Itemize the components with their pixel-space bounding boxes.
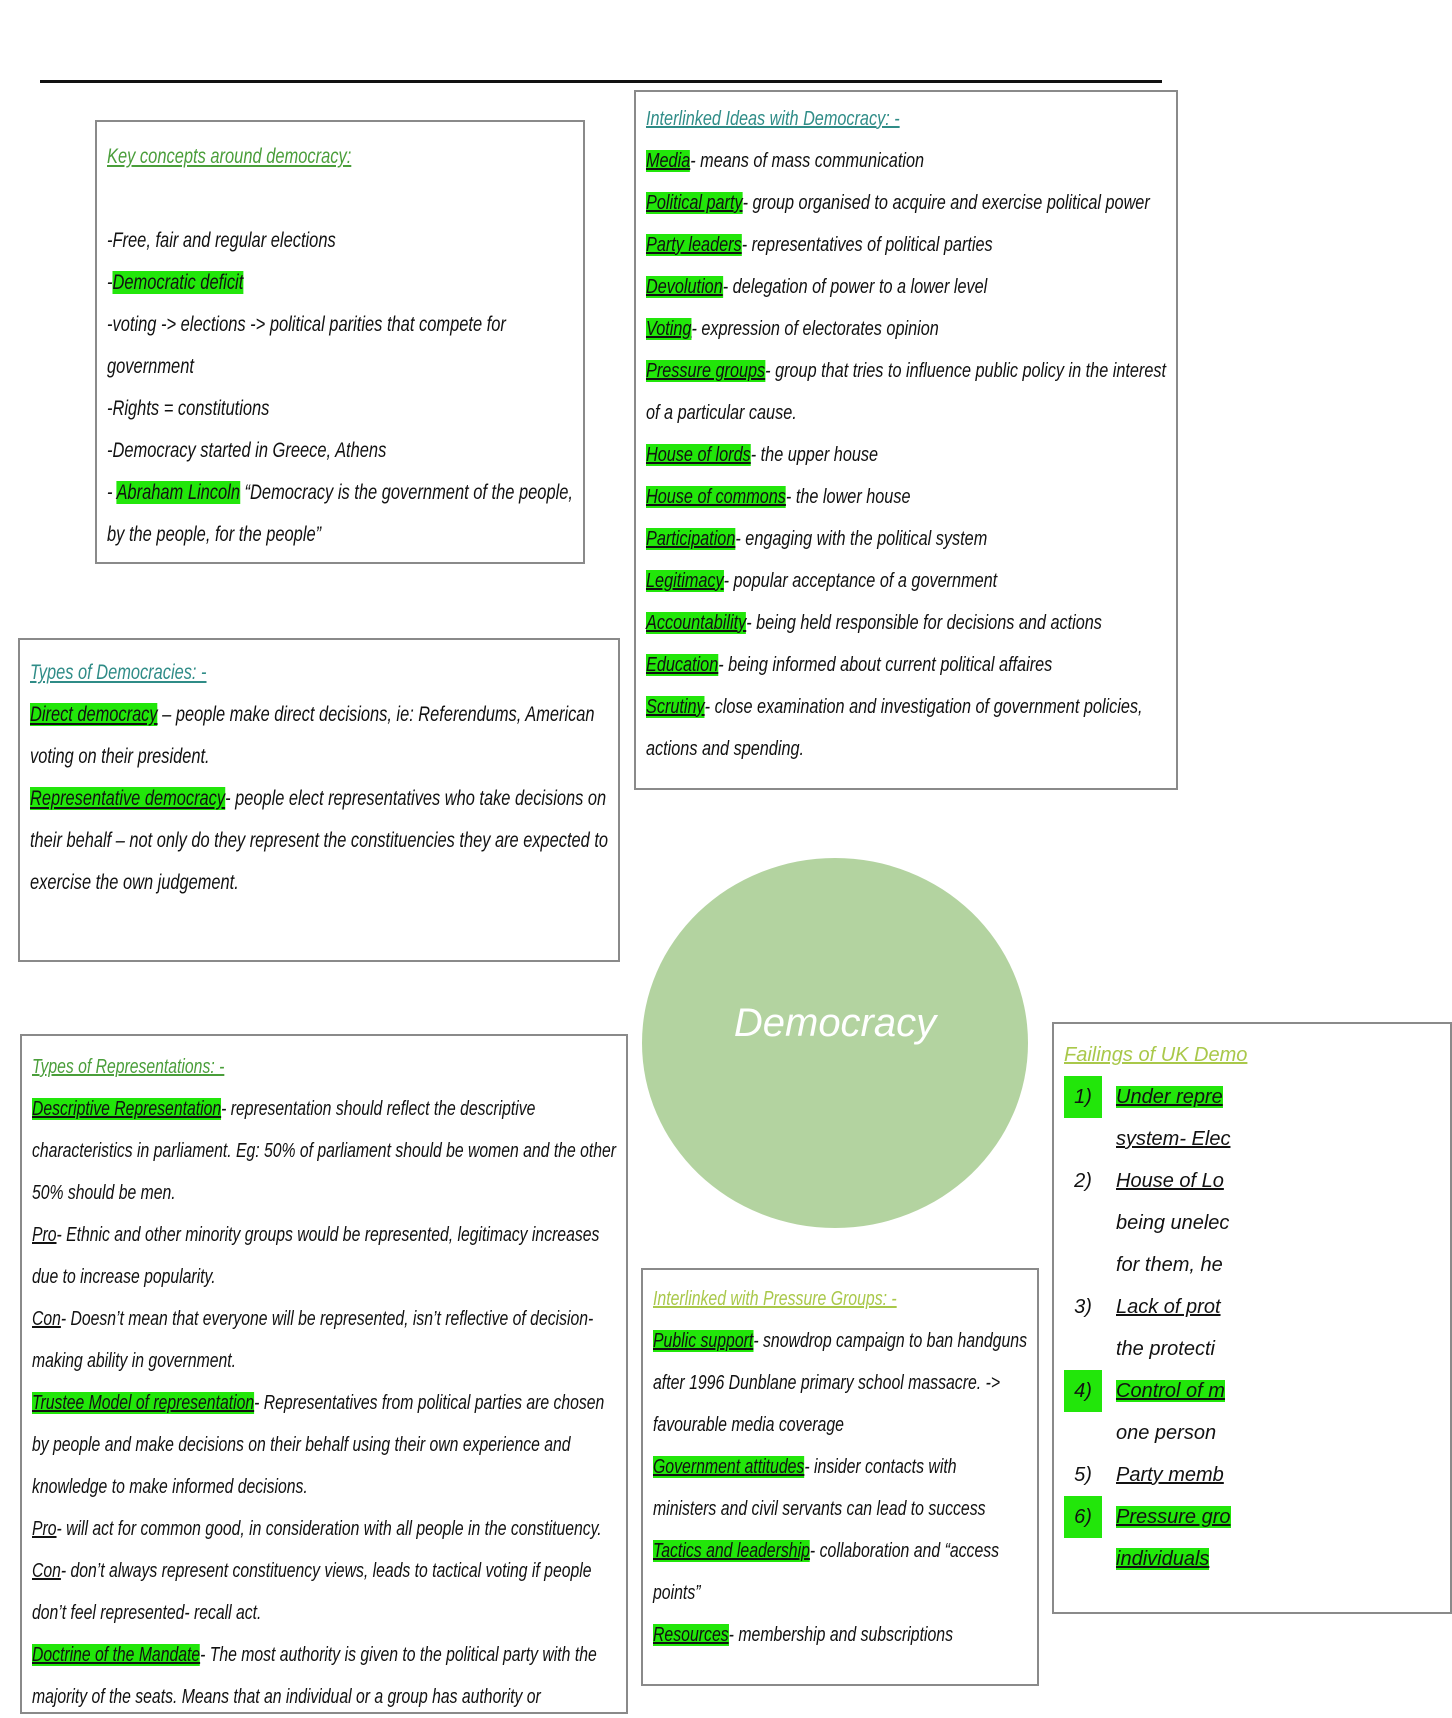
- resources-term: Resources: [653, 1624, 729, 1646]
- interlinked-idea-item: Education- being informed about current political affaires: [646, 654, 1053, 676]
- types-democracies-title: Types of Democracies: -: [30, 661, 207, 684]
- interlinked-idea-term: Political party: [646, 192, 743, 214]
- interlinked-ideas-box: [634, 90, 1178, 790]
- public-support-line: Public support- snowdrop campaign to ban handguns: [653, 1330, 1027, 1352]
- trustee-con-cont: don’t feel represented- recall act.: [32, 1602, 262, 1624]
- failing-text: Under repre: [1116, 1086, 1223, 1108]
- key-concept-item: -Rights = constitutions: [107, 397, 270, 420]
- mandate-term: Doctrine of the Mandate: [32, 1644, 201, 1666]
- interlinked-idea-item: Political party- group organised to acquire and exercise political power: [646, 192, 1150, 214]
- failing-cont: being unelec: [1116, 1212, 1230, 1234]
- tactics-line: Tactics and leadership- collaboration and “access: [653, 1540, 1000, 1562]
- failing-text: House of Lo: [1116, 1170, 1224, 1192]
- public-support-term: Public support: [653, 1330, 754, 1352]
- descriptive-term: Descriptive Representation: [32, 1098, 222, 1120]
- types-representations-title: Types of Representations: -: [32, 1056, 225, 1078]
- failing-item: [1064, 1286, 1440, 1328]
- interlinked-idea-item: House of commons- the lower house: [646, 486, 911, 508]
- tactics-term: Tactics and leadership: [653, 1540, 810, 1562]
- interlinked-idea-item: House of lords- the upper house: [646, 444, 879, 466]
- interlinked-idea-item: Pressure groups- group that tries to influence public policy in the interest: [646, 360, 1166, 382]
- government-attitudes-term: Government attitudes: [653, 1456, 805, 1478]
- descriptive-con-cont: making ability in government.: [32, 1350, 236, 1372]
- representative-democracy-line: Representative democracy- people elect representatives who take decisions on: [30, 787, 607, 810]
- key-concept-item: -voting -> elections -> political parities that compete for: [107, 313, 506, 336]
- interlinked-idea-cont: actions and spending.: [646, 738, 805, 760]
- descriptive-pro-cont: due to increase popularity.: [32, 1266, 216, 1288]
- failing-item: [1064, 1454, 1440, 1496]
- key-concept-item: -Democratic deficit: [107, 271, 244, 294]
- interlinked-idea-item: Participation- engaging with the political system: [646, 528, 988, 550]
- trustee-cont: by people and make decisions on their behalf using their own experience and: [32, 1434, 571, 1456]
- failing-text: Control of m: [1116, 1380, 1225, 1402]
- failing-item: [1064, 1076, 1440, 1118]
- failing-number: 5): [1074, 1464, 1092, 1486]
- top-divider: [40, 80, 1162, 83]
- interlinked-idea-term: Pressure groups: [646, 360, 766, 382]
- interlinked-idea-term: Education: [646, 654, 719, 676]
- interlinked-idea-item: Voting- expression of electorates opinion: [646, 318, 939, 340]
- interlinked-idea-item: Accountability- being held responsible for decisions and actions: [646, 612, 1102, 634]
- failings-list: [1064, 1076, 1440, 1580]
- failing-item: [1064, 1160, 1440, 1202]
- interlinked-idea-item: Media- means of mass communication: [646, 150, 925, 172]
- resources-line: Resources- membership and subscriptions: [653, 1624, 954, 1646]
- government-attitudes-line: Government attitudes- insider contacts with: [653, 1456, 957, 1478]
- representative-democracy-term: Representative democracy: [30, 787, 226, 810]
- key-concepts-box: [95, 120, 585, 564]
- key-concept-item: government: [107, 355, 194, 378]
- failing-cont: individuals: [1116, 1548, 1210, 1570]
- public-support-cont: after 1996 Dunblane primary school massacre. ->: [653, 1372, 1001, 1394]
- failing-number: 1): [1064, 1076, 1102, 1118]
- failing-cont: the protecti: [1116, 1338, 1215, 1360]
- interlinked-idea-cont: of a particular cause.: [646, 402, 797, 424]
- government-attitudes-cont: ministers and civil servants can lead to success: [653, 1498, 986, 1520]
- failing-number: 2): [1074, 1170, 1092, 1192]
- interlinked-ideas-title: Interlinked Ideas with Democracy: -: [646, 108, 900, 130]
- direct-democracy-cont: voting on their president.: [30, 745, 210, 768]
- failings-title: Failings of UK Demo: [1064, 1044, 1248, 1066]
- interlinked-idea-term: Scrutiny: [646, 696, 705, 718]
- failing-cont: for them, he: [1116, 1254, 1223, 1276]
- interlinked-idea-term: Legitimacy: [646, 570, 724, 592]
- direct-democracy-line: Direct democracy – people make direct decisions, ie: Referendums, American: [30, 703, 595, 726]
- descriptive-cont: 50% should be men.: [32, 1182, 176, 1204]
- interlinked-idea-item: Devolution- delegation of power to a lower level: [646, 276, 988, 298]
- failing-cont: one person: [1116, 1422, 1217, 1444]
- interlinked-idea-term: Voting: [646, 318, 692, 340]
- failing-number: 4): [1064, 1370, 1102, 1412]
- interlinked-idea-term: Devolution: [646, 276, 723, 298]
- interlinked-idea-item: Legitimacy- popular acceptance of a government: [646, 570, 998, 592]
- interlinked-idea-term: House of lords: [646, 444, 751, 466]
- tactics-cont: points”: [653, 1582, 701, 1604]
- interlinked-idea-term: Participation: [646, 528, 736, 550]
- trustee-line: Trustee Model of representation- Representatives from political parties are chosen: [32, 1392, 605, 1414]
- key-concept-item: -Democracy started in Greece, Athens: [107, 439, 387, 462]
- failing-item: [1064, 1370, 1440, 1412]
- lincoln-term: Abraham Lincoln: [116, 481, 240, 504]
- mandate-line: Doctrine of the Mandate- The most authority is given to the political party with the: [32, 1644, 597, 1666]
- democracy-circle: [642, 858, 1028, 1228]
- interlinked-idea-term: Accountability: [646, 612, 747, 634]
- trustee-cont: knowledge to make informed decisions.: [32, 1476, 308, 1498]
- types-representations-box: [20, 1034, 628, 1714]
- interlinked-ideas-list: [646, 140, 1166, 770]
- failing-number: 6): [1064, 1496, 1102, 1538]
- trustee-con: Con- don’t always represent constituency views, leads to tactical voting if people: [32, 1560, 592, 1582]
- mandate-cont: majority of the seats. Means that an individual or a group has authority or: [32, 1686, 541, 1708]
- pressure-groups-box: [641, 1268, 1039, 1686]
- trustee-term: Trustee Model of representation: [32, 1392, 255, 1414]
- interlinked-idea-item: Scrutiny- close examination and investigation of government policies,: [646, 696, 1143, 718]
- failings-box: [1052, 1022, 1452, 1614]
- interlinked-idea-term: Media: [646, 150, 691, 172]
- lincoln-quote-cont: by the people, for the people”: [107, 523, 322, 546]
- descriptive-con: Con- Doesn’t mean that everyone will be represented, isn’t reflective of decision-: [32, 1308, 594, 1330]
- failing-text: Party memb: [1116, 1464, 1224, 1486]
- direct-democracy-term: Direct democracy: [30, 703, 158, 726]
- lincoln-quote: - Abraham Lincoln “Democracy is the government of the people,: [107, 481, 573, 504]
- failing-cont: system- Elec: [1116, 1128, 1231, 1150]
- interlinked-idea-term: Party leaders: [646, 234, 742, 256]
- failings-clip: [1052, 1022, 1248, 1616]
- democracy-circle-label: Democracy: [733, 1000, 937, 1045]
- failing-text: Pressure gro: [1116, 1506, 1231, 1528]
- key-concepts-title: Key concepts around democracy:: [107, 145, 352, 168]
- interlinked-idea-term: House of commons: [646, 486, 786, 508]
- interlinked-idea-item: Party leaders- representatives of political parties: [646, 234, 993, 256]
- failing-number: 3): [1074, 1296, 1092, 1318]
- public-support-cont: favourable media coverage: [653, 1414, 844, 1436]
- descriptive-cont: characteristics in parliament. Eg: 50% of parliament should be women and the other: [32, 1140, 616, 1162]
- failing-item: [1064, 1496, 1440, 1538]
- descriptive-line: Descriptive Representation- representation should reflect the descriptive: [32, 1098, 536, 1120]
- descriptive-pro: Pro- Ethnic and other minority groups would be represented, legitimacy increases: [32, 1224, 600, 1246]
- failing-text: Lack of prot: [1116, 1296, 1221, 1318]
- trustee-pro: Pro- will act for common good, in consideration with all people in the constituency.: [32, 1518, 602, 1540]
- representative-democracy-cont: exercise the own judgement.: [30, 871, 239, 894]
- types-democracies-box: [18, 638, 620, 962]
- representative-democracy-cont: their behalf – not only do they represent the constituencies they are expected to: [30, 829, 608, 852]
- key-concept-item: -Free, fair and regular elections: [107, 229, 336, 252]
- pressure-groups-title: Interlinked with Pressure Groups: -: [653, 1288, 897, 1310]
